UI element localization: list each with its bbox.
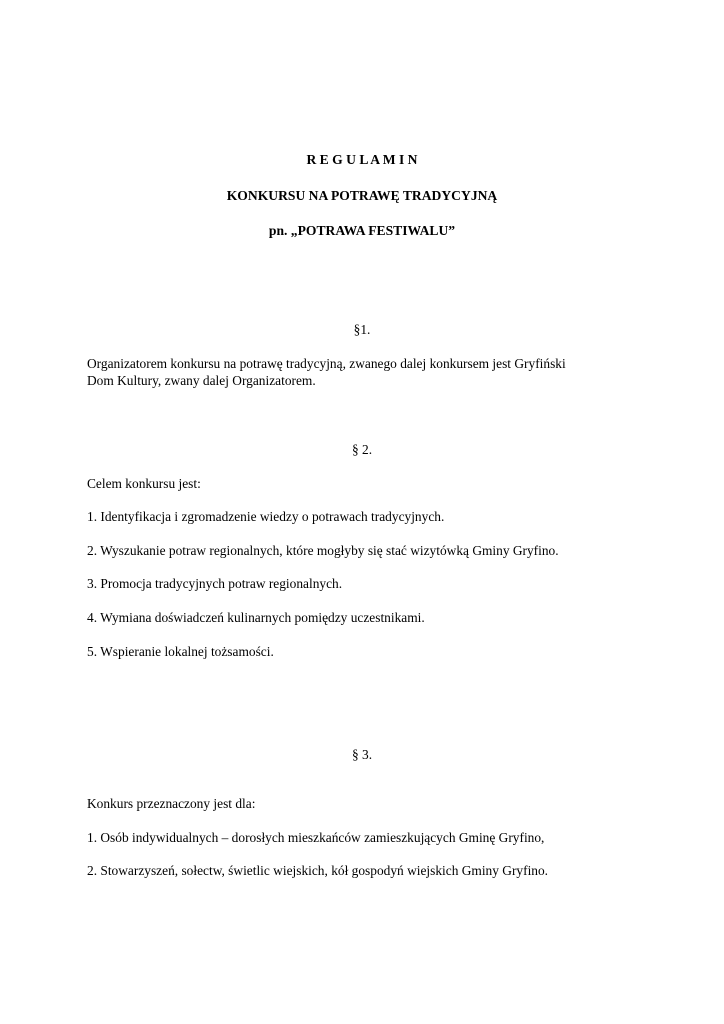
section-2-list-item: 2. Wyszukanie potraw regionalnych, które mogłyby się stać wizytówką Gminy Gryfino. [87, 543, 559, 558]
section-2-list-item: 4. Wymiana doświadczeń kulinarnych pomiędzy uczestnikami. [87, 610, 425, 625]
document-title: R E G U L A M I N [306, 152, 418, 167]
section-1-heading: §1. [353, 322, 371, 337]
section-1-paragraph-line: Dom Kultury, zwany dalej Organizatorem. [87, 373, 316, 388]
section-3-list-item: 2. Stowarzyszeń, sołectw, świetlic wiejskich, kół gospodyń wiejskich Gminy Gryfino. [87, 863, 549, 878]
section-2-intro: Celem konkursu jest: [87, 476, 201, 491]
section-3-list-item: 1. Osób indywidualnych – dorosłych mieszkańców zamieszkujących Gminę Gryfino, [87, 830, 545, 845]
section-2-list-item: 1. Identyfikacja i zgromadzenie wiedzy o potrawach tradycyjnych. [87, 509, 445, 524]
document-subtitle-name: pn. „POTRAWA FESTIWALU” [268, 223, 456, 238]
section-2-list-item: 3. Promocja tradycyjnych potraw regionalnych. [87, 576, 343, 591]
section-1-paragraph-line: Organizatorem konkursu na potrawę tradycyjną, zwanego dalej konkursem jest Gryfiński [87, 356, 566, 371]
section-2-heading: § 2. [351, 442, 373, 457]
document-subtitle: KONKURSU NA POTRAWĘ TRADYCYJNĄ [226, 188, 498, 203]
section-3-heading: § 3. [351, 747, 373, 762]
section-2-list-item: 5. Wspieranie lokalnej tożsamości. [87, 644, 274, 659]
section-3-intro: Konkurs przeznaczony jest dla: [87, 796, 256, 811]
